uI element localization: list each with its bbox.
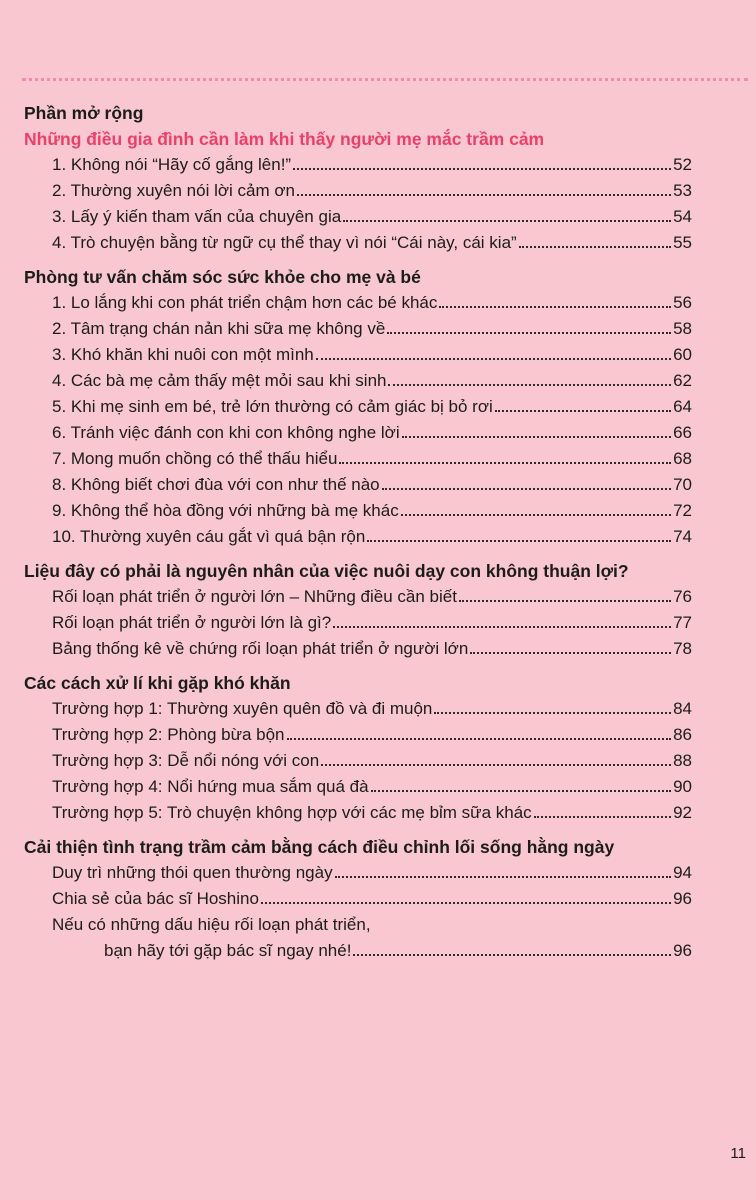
consult-section-list [24,290,692,550]
toc-entry[interactable]: 7. Mong muốn chồng có thể thấu hiểu 68 [52,449,692,468]
toc-entry[interactable]: Trường hợp 1: Thường xuyên quên đồ và đi muộn 84 [52,699,692,718]
toc-entry[interactable]: Rối loạn phát triển ở người lớn – Những điều cần biết 76 [52,587,692,606]
toc-entry[interactable]: Rối loạn phát triển ở người lớn là gì? 77 [52,613,692,632]
toc-entry[interactable]: Trường hợp 3: Dễ nổi nóng với con 88 [52,751,692,770]
toc-entry[interactable]: 4. Các bà mẹ cảm thấy mệt mỏi sau khi sinh 62 [52,371,692,390]
toc-entry[interactable]: 3. Lấy ý kiến tham vấn của chuyên gia 54 [52,207,692,226]
dotted-divider [22,78,748,81]
toc-entry[interactable]: 2. Thường xuyên nói lời cảm ơn 53 [52,181,692,200]
toc-entry[interactable]: 9. Không thể hòa đồng với những bà mẹ khác 72 [52,501,692,520]
lifestyle-section-heading: Cải thiện tình trạng trầm cảm bằng cách điều chỉnh lối sống hằng ngày [24,837,615,857]
lifestyle-section-list [24,860,692,964]
consult-section-heading: Phòng tư vấn chăm sóc sức khỏe cho mẹ và bé [24,267,421,287]
extension-title: Phần mở rộng [24,103,144,123]
toc-entry[interactable]: Trường hợp 5: Trò chuyện không hợp với các mẹ bỉm sữa khác 92 [52,803,692,822]
family-section-heading: Những điều gia đình cần làm khi thấy người mẹ mắc trầm cảm [24,129,545,149]
toc-entry-first-line[interactable]: Nếu có những dấu hiệu rối loạn phát triển, [52,915,371,934]
toc-entry[interactable]: 4. Trò chuyện bằng từ ngữ cụ thể thay vì nói “Cái này, cái kia” 55 [52,233,692,252]
cause-section-heading: Liệu đây có phải là nguyên nhân của việc nuôi dạy con không thuận lợi? [24,561,629,581]
toc-entry[interactable]: 6. Tránh việc đánh con khi con không nghe lời 66 [52,423,692,442]
toc-entry[interactable]: Duy trì những thói quen thường ngày 94 [52,863,692,882]
toc-entry[interactable]: 10. Thường xuyên cáu gắt vì quá bận rộn 74 [52,527,692,546]
family-section-list [24,152,692,256]
handling-section-list [24,696,692,826]
toc-entry[interactable]: Bảng thống kê về chứng rối loạn phát triển ở người lớn 78 [52,639,692,658]
handling-section-heading: Các cách xử lí khi gặp khó khăn [24,673,291,693]
toc-entry[interactable]: Trường hợp 4: Nổi hứng mua sắm quá đà 90 [52,777,692,796]
cause-section-list [24,584,692,662]
toc-entry[interactable]: 5. Khi mẹ sinh em bé, trẻ lớn thường có cảm giác bị bỏ rơi 64 [52,397,692,416]
toc-entry-continuation[interactable]: bạn hãy tới gặp bác sĩ ngay nhé! 96 [104,941,692,960]
toc-entry[interactable]: 1. Lo lắng khi con phát triển chậm hơn các bé khác 56 [52,293,692,312]
toc-entry[interactable]: Trường hợp 2: Phòng bừa bộn 86 [52,725,692,744]
toc-entry[interactable]: 8. Không biết chơi đùa với con như thế nào 70 [52,475,692,494]
toc-entry[interactable]: 2. Tâm trạng chán nản khi sữa mẹ không về 58 [52,319,692,338]
page-number: 11 [730,1145,746,1162]
toc-entry[interactable]: Chia sẻ của bác sĩ Hoshino 96 [52,889,692,908]
toc-entry[interactable]: 3. Khó khăn khi nuôi con một mình 60 [52,345,692,364]
table-of-contents [24,100,692,964]
toc-entry[interactable]: 1. Không nói “Hãy cố gắng lên!” 52 [52,155,692,174]
